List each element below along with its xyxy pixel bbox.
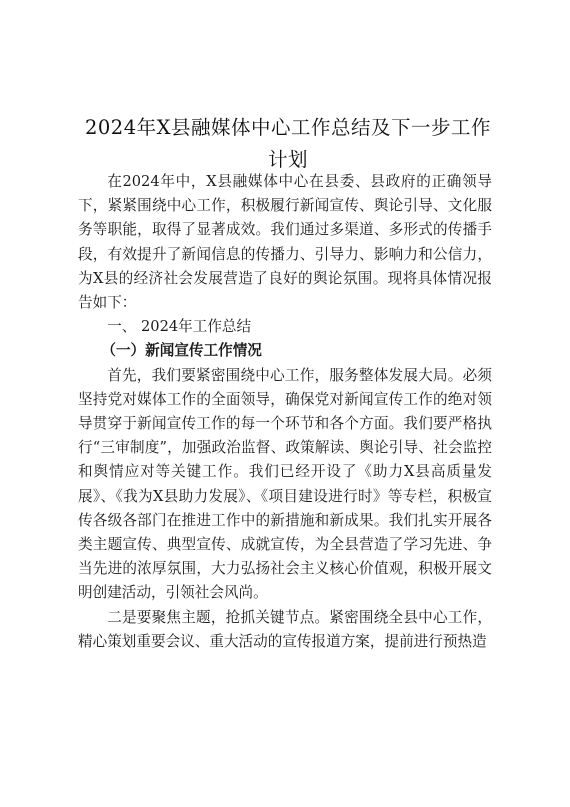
intro-paragraph: 在2024年中，X县融媒体中心在县委、县政府的正确领导下，紧紧围绕中心工作，积极履行新闻宣传、舆论引导、文化服务等职能，取得了显著成效。我们通过多渠道、多形式的传播手段，有效提升了新闻信息的传播力、引导力、影响力和公信力，为X县的经济社会发展营造了良好的舆论氛围。现将具体情况报告如下：	[78, 173, 492, 312]
body-paragraph-2: 二是要聚焦主题，抢抓关键节点。紧密围绕全县中心工作，精心策划重要会议、重大活动的宣传报道方案，提前进行预热造	[78, 608, 492, 650]
document-title: 2024年X县融媒体中心工作总结及下一步工作计划	[84, 116, 491, 171]
subsection-heading: （一）新闻宣传工作情况	[101, 342, 262, 360]
document-body	[78, 170, 492, 654]
body-paragraph-1: 首先，我们要紧密围绕中心工作，服务整体发展大局。必须坚持党对媒体工作的全面领导，确保党对新闻宣传工作的绝对领导贯穿于新闻宣传工作的每一个环节和各个方面。我们要严格执行“三审制度”，加强政治监督、政策解读、舆论引导、社会监控和舆情应对等关键工作。我们已经开设了《助力X县高质量发展》、《我为X县助力发展》、《项目建设进行时》等专栏，积极宣传各级各部门在推进工作中的新措施和新成果。我们扎实开展各类主题宣传、典型宣传、成就宣传，为全县营造了学习先进、争当先进的浓厚氛围，大力弘扬社会主义核心价值观，积极开展文明创建活动，引领社会风尚。	[78, 366, 492, 602]
section-heading: 一、 2024年工作总结	[107, 318, 252, 336]
